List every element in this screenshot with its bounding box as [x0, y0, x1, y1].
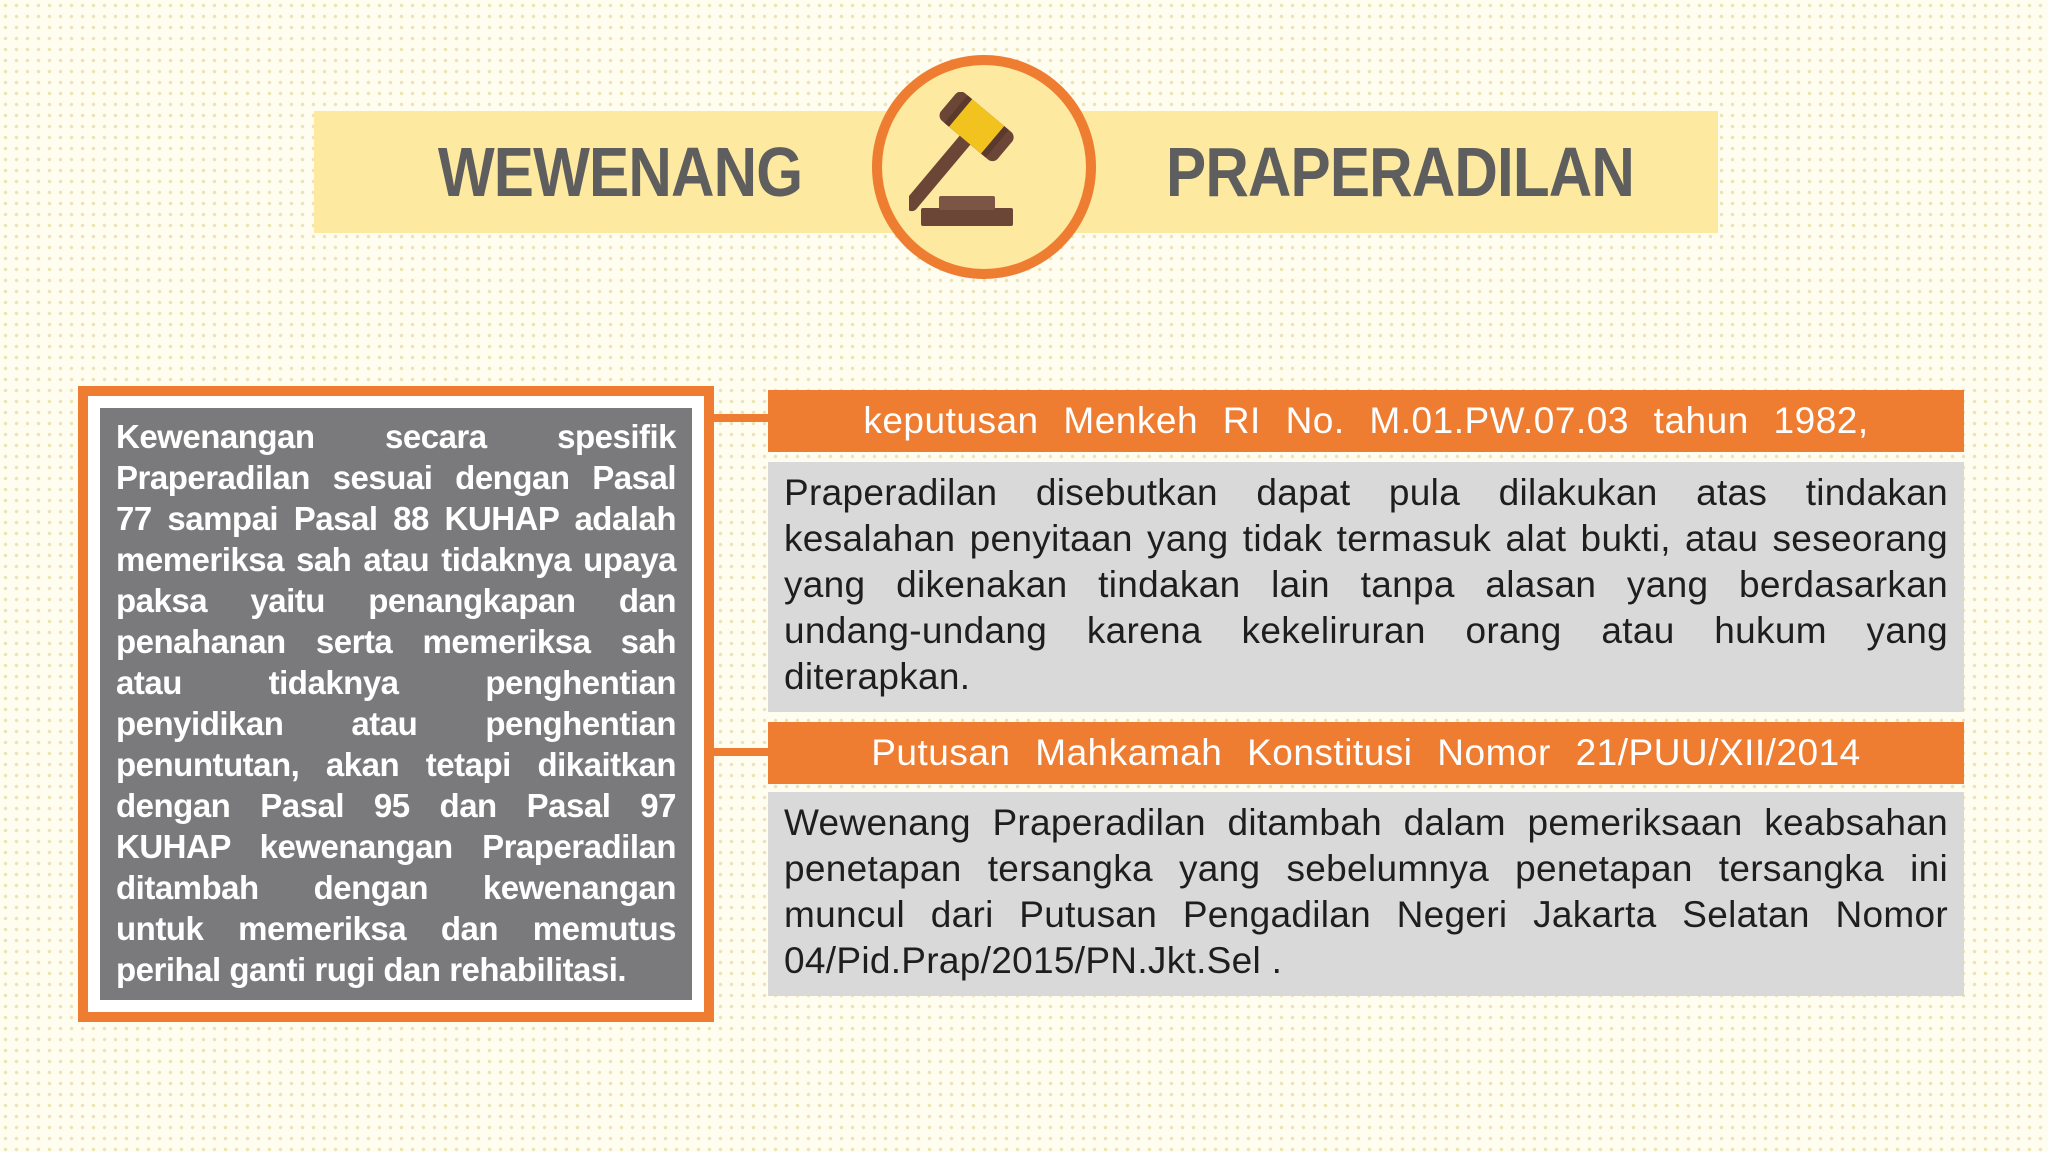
- section-1-box: [768, 462, 1964, 712]
- section-2-body: Wewenang Praperadilan ditambah dalam pemeriksaan keabsahan penetapan tersangka yang sebelumnya penetapan tersangka ini muncul dari Putusan Pengadilan Negeri Jakarta Selatan Nomor 04/Pid.Prap/2015/PN.Jkt.Sel .: [784, 802, 1948, 981]
- gavel-icon: [909, 92, 1059, 242]
- section-1-body: Praperadilan disebutkan dapat pula dilakukan atas tindakan kesalahan penyitaan yang tidak termasuk alat bukti, atau seseorang yang dikenakan tindakan lain tanpa alasan yang berdasarkan undang-undang karena kekeliruran orang atau hukum yang diterapkan.: [784, 472, 1948, 697]
- title-left: WEWENANG: [437, 133, 803, 211]
- section-1-heading: keputusan Menkeh RI No. M.01.PW.07.03 tahun 1982,: [768, 390, 1964, 452]
- left-panel: [100, 408, 692, 1000]
- connector-bottom: [714, 748, 768, 756]
- connector-top: [714, 414, 768, 422]
- title-right: PRAPERADILAN: [1166, 133, 1634, 211]
- section-2-box: [768, 792, 1964, 996]
- emblem-circle: [872, 55, 1096, 279]
- left-panel-text: Kewenangan secara spesifik Praperadilan sesuai dengan Pasal 77 sampai Pasal 88 KUHAP adalah memeriksa sah atau tidaknya upaya paksa yaitu penangkapan dan penahanan serta memeriksa sah atau tidaknya penghentian penyidikan atau penghentian penuntutan, akan tetapi dikaitkan dengan Pasal 95 dan Pasal 97 KUHAP kewenangan Praperadilan ditambah dengan kewenangan untuk memeriksa dan memutus perihal ganti rugi dan rehabilitasi.: [116, 418, 676, 988]
- section-2-heading: Putusan Mahkamah Konstitusi Nomor 21/PUU/XII/2014: [768, 722, 1964, 784]
